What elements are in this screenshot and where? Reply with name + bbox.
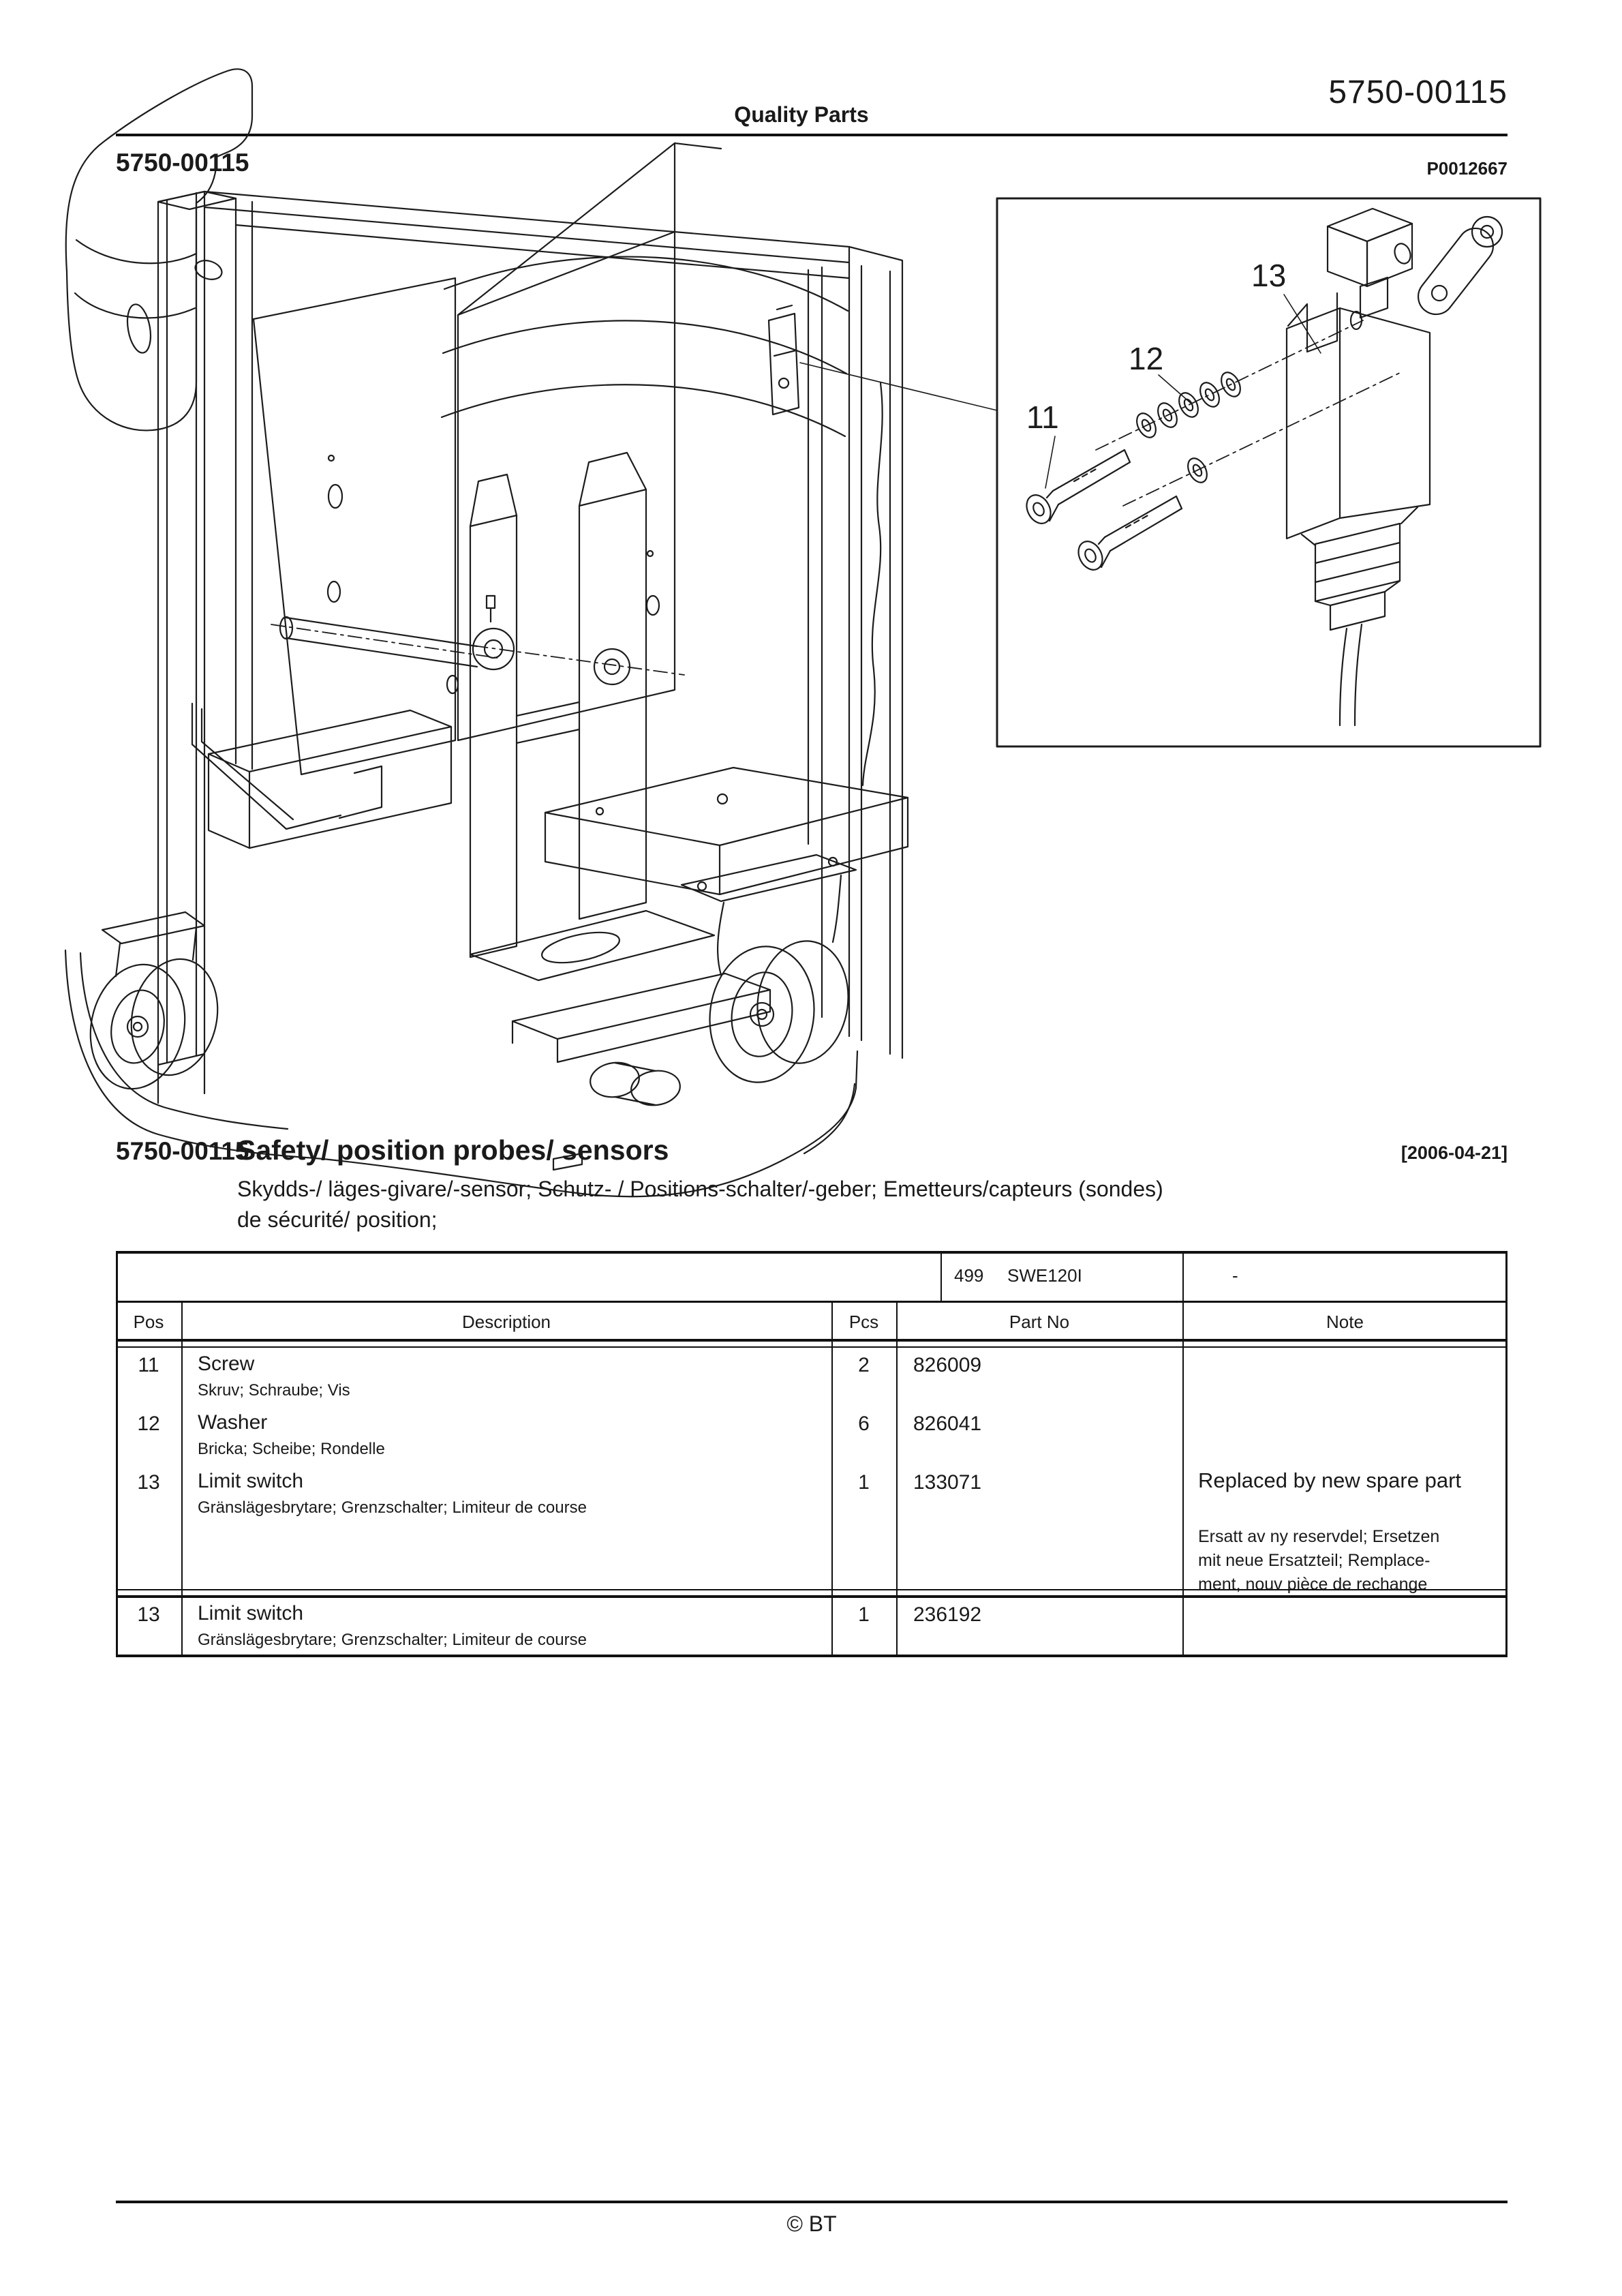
col-header-pos: Pos bbox=[133, 1312, 164, 1332]
left-bracket-tray bbox=[192, 704, 451, 848]
col-divider-partno bbox=[1182, 1301, 1184, 1655]
callout-11-leader bbox=[1045, 436, 1055, 488]
cell-pos: 12 bbox=[137, 1413, 160, 1435]
cell-note: Replaced by new spare part bbox=[1198, 1468, 1462, 1492]
top-left-housing bbox=[66, 69, 252, 430]
cell-pos: 13 bbox=[137, 1603, 160, 1626]
cell-pcs: 1 bbox=[858, 1471, 870, 1494]
curved-sheet bbox=[442, 257, 848, 436]
left-caster-wheel bbox=[79, 912, 228, 1098]
switch-location-bracket bbox=[769, 305, 799, 414]
callout-12-label: 12 bbox=[1129, 341, 1164, 376]
cell-description: Washer bbox=[198, 1411, 268, 1434]
cable-squiggle bbox=[863, 383, 883, 785]
machine-drawing bbox=[65, 69, 997, 1196]
cell-partno: 826009 bbox=[913, 1354, 982, 1376]
section-subtitle-line1: Skydds-/ läges-givare/-sensor; Schutz- / Positions-schalter/-geber; Emetteurs/capteurs (sondes) bbox=[237, 1177, 1163, 1201]
variant-note-divider bbox=[1182, 1251, 1184, 1303]
col-header-note: Note bbox=[1326, 1312, 1364, 1332]
cell-partno: 133071 bbox=[913, 1471, 982, 1494]
section-subtitle-line2: de sécurité/ position; bbox=[237, 1207, 438, 1232]
washer-parts bbox=[1133, 369, 1244, 486]
right-caster-wheel bbox=[682, 855, 856, 1089]
col-header-pcs: Pcs bbox=[848, 1312, 879, 1332]
col-divider-pos bbox=[181, 1301, 183, 1655]
screw-parts bbox=[1022, 450, 1182, 574]
group-divider-thick bbox=[116, 1595, 1508, 1598]
cell-pos: 13 bbox=[137, 1471, 160, 1494]
variant-code: 499 bbox=[954, 1265, 984, 1286]
cell-pcs: 1 bbox=[858, 1603, 870, 1626]
cell-pos: 11 bbox=[138, 1354, 159, 1376]
back-panels bbox=[254, 143, 721, 774]
callout-12-leader bbox=[1159, 375, 1191, 404]
left-mast bbox=[158, 192, 236, 1103]
limit-switch-part bbox=[1287, 209, 1502, 725]
cell-description-alt: Bricka; Scheibe; Rondelle bbox=[198, 1440, 385, 1458]
cell-partno: 826041 bbox=[913, 1413, 982, 1435]
cell-description: Screw bbox=[198, 1353, 255, 1375]
cell-description-alt: Gränslägesbrytare; Grenzschalter; Limiteur de course bbox=[198, 1498, 587, 1517]
centerline-upper bbox=[1096, 320, 1363, 450]
page-title: Quality Parts bbox=[734, 102, 869, 127]
variant-row-divider bbox=[116, 1301, 1508, 1303]
carriage-assembly bbox=[448, 453, 770, 1062]
cell-description: Limit switch bbox=[198, 1602, 304, 1625]
footer-rule bbox=[116, 2201, 1508, 2203]
variant-model: SWE120I bbox=[1007, 1265, 1082, 1286]
cell-partno: 236192 bbox=[913, 1603, 982, 1626]
cell-note-alt-line: Ersatt av ny reservdel; Ersetzen bbox=[1198, 1527, 1440, 1546]
callout-13-label: 13 bbox=[1251, 258, 1287, 293]
section-date: [2006-04-21] bbox=[1401, 1143, 1508, 1163]
top-beam bbox=[204, 192, 849, 769]
col-header-partno: Part No bbox=[1009, 1312, 1070, 1332]
centerline-lower bbox=[1123, 372, 1401, 506]
header-row-divider-thin bbox=[116, 1346, 1508, 1348]
section-number: 5750-00115 bbox=[116, 1137, 249, 1165]
col-divider-pcs bbox=[896, 1301, 898, 1655]
table-top-border bbox=[116, 1251, 1508, 1254]
callout-11-label: 11 bbox=[1026, 399, 1059, 435]
cell-note-alt-line: ment, nouv pièce de rechange bbox=[1198, 1575, 1428, 1594]
header-row-divider-thick bbox=[116, 1339, 1508, 1342]
col-header-description: Description bbox=[461, 1312, 551, 1332]
footer-copyright: © BT bbox=[786, 2211, 837, 2236]
figure-code: P0012667 bbox=[1426, 158, 1508, 179]
guide-rod bbox=[271, 617, 502, 667]
variant-cell-divider bbox=[940, 1251, 942, 1303]
doc-number-header: 5750-00115 bbox=[1328, 74, 1508, 110]
cell-pcs: 6 bbox=[858, 1413, 870, 1435]
cell-description-alt: Gränslägesbrytare; Grenzschalter; Limiteur de course bbox=[198, 1631, 587, 1649]
inset-leader-line bbox=[800, 363, 997, 410]
section-number-left: 5750-00115 bbox=[116, 149, 249, 177]
section-title: Safety/ position probes/ sensors bbox=[237, 1134, 669, 1166]
variant-dash: - bbox=[1232, 1265, 1238, 1286]
cell-note-alt-line: mit neue Ersatzteil; Remplace- bbox=[1198, 1551, 1430, 1570]
cell-description: Limit switch bbox=[198, 1470, 304, 1492]
cell-description-alt: Skruv; Schraube; Vis bbox=[198, 1381, 350, 1400]
cell-pcs: 2 bbox=[858, 1354, 870, 1376]
table-bottom-border bbox=[116, 1655, 1508, 1657]
